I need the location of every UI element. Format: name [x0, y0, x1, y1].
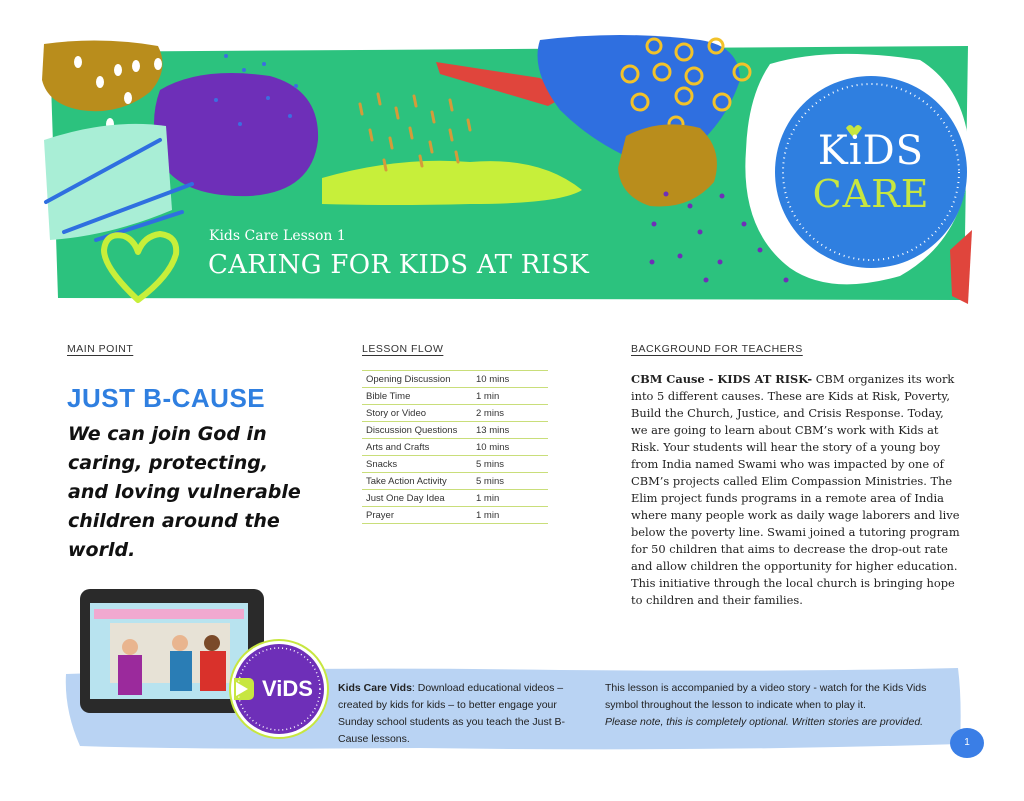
- main-point-title: JUST B-CAUSE: [67, 383, 266, 413]
- vids-body: : Download educational videos – created by kids for kids – to better engage your Sunday school students as you teach the Just B-Cause lessons.: [338, 682, 566, 745]
- activity-cell: Just One Day Idea: [362, 490, 472, 507]
- activity-cell: Take Action Activity: [362, 473, 472, 490]
- lesson-title: CARING FOR KIDS AT RISK: [208, 250, 590, 280]
- activity-cell: Story or Video: [362, 405, 472, 422]
- time-cell: 1 min: [472, 388, 548, 405]
- logo-text-kids: KiDS: [817, 128, 925, 174]
- lesson-flow-table: [362, 370, 548, 524]
- logo-text-care: CARE: [812, 172, 930, 216]
- activity-cell: Prayer: [362, 507, 472, 524]
- table-row: [362, 405, 548, 422]
- time-cell: 1 min: [472, 507, 548, 524]
- activity-cell: Discussion Questions: [362, 422, 472, 439]
- lesson-subtitle: Kids Care Lesson 1: [209, 228, 346, 244]
- activity-cell: Opening Discussion: [362, 371, 472, 388]
- table-row: [362, 490, 548, 507]
- table-row: [362, 473, 548, 490]
- page-number: 1: [950, 728, 984, 758]
- activity-cell: Snacks: [362, 456, 472, 473]
- time-cell: 13 mins: [472, 422, 548, 439]
- background-paragraph: [631, 371, 961, 609]
- background-lead: CBM Cause - KIDS AT RISK-: [631, 372, 813, 386]
- table-row: [362, 371, 548, 388]
- table-row: [362, 422, 548, 439]
- table-row: [362, 439, 548, 456]
- main-point-heading: MAIN POINT: [67, 343, 134, 355]
- lesson-flow-heading: LESSON FLOW: [362, 343, 444, 355]
- vids-lead: Kids Care Vids: [338, 682, 412, 694]
- note-body: This lesson is accompanied by a video story - watch for the Kids Vids symbol throughout the lesson to indicate when to play it.: [605, 682, 927, 711]
- table-row: [362, 456, 548, 473]
- vids-badge-label: ViDS: [262, 676, 313, 701]
- kids-care-vids-text: [338, 680, 574, 748]
- time-cell: 2 mins: [472, 405, 548, 422]
- activity-cell: Bible Time: [362, 388, 472, 405]
- main-point-text: We can join God in caring, protecting, and loving vulnerable children around the world.: [68, 423, 301, 561]
- time-cell: 1 min: [472, 490, 548, 507]
- background-body: CBM organizes its work into 5 different causes. These are Kids at Risk, Poverty, Build the Church, Justice, and Crisis Response. Today, we are going to learn about CBM’s work with Kids at Risk. Your students will hear the story of a young boy from India named Swami who was impacted by one of CBM’s projects called Elim Compassion Ministries. The Elim project funds programs in a remote area of India where many people work as daily wage laborers and live below the poverty line. Swami joined a tutoring program for 50 children that aims to decrease the drop-out rate and allow children the opportunity for higher education. This initiative through the local church is bringing hope to children and their families.: [631, 372, 960, 607]
- time-cell: 10 mins: [472, 371, 548, 388]
- activity-cell: Arts and Crafts: [362, 439, 472, 456]
- background-heading: BACKGROUND FOR TEACHERS: [631, 343, 803, 355]
- table-row: [362, 507, 548, 524]
- table-row: [362, 388, 548, 405]
- time-cell: 5 mins: [472, 473, 548, 490]
- note-italic: Please note, this is completely optional. Written stories are provided.: [605, 716, 924, 728]
- header-banner: [0, 0, 1024, 320]
- video-screen: [90, 603, 248, 699]
- video-note: [605, 680, 955, 731]
- time-cell: 10 mins: [472, 439, 548, 456]
- time-cell: 5 mins: [472, 456, 548, 473]
